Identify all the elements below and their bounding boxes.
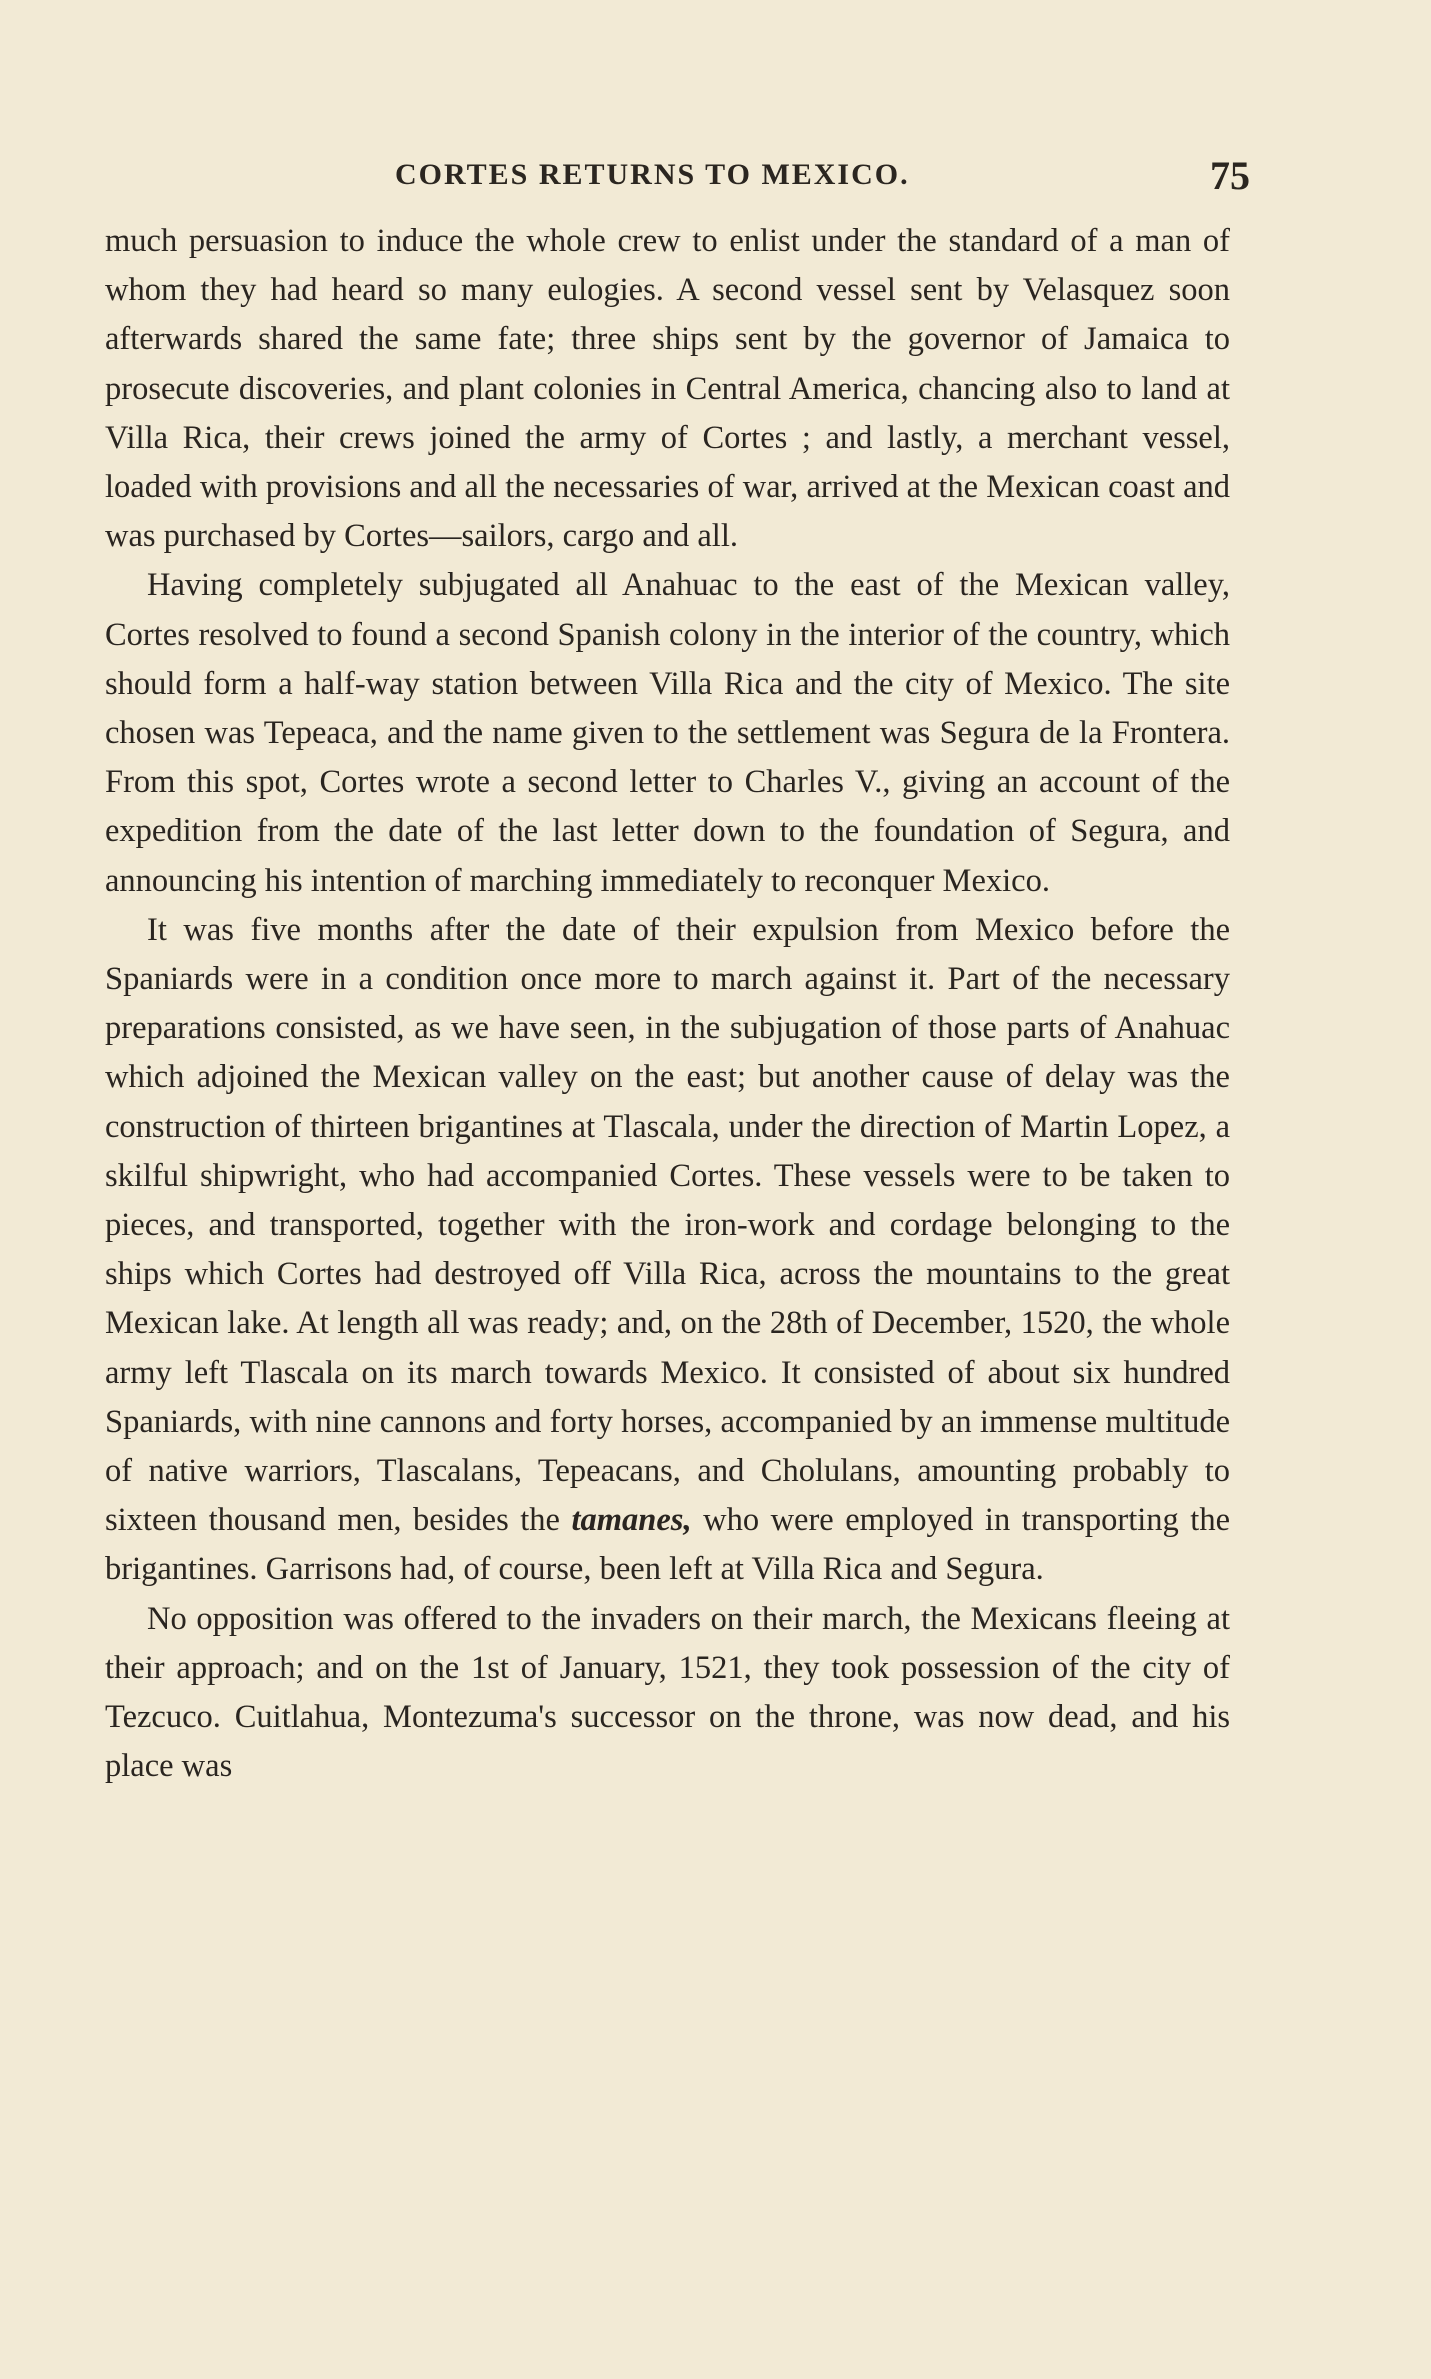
body-text <box>105 217 1230 1792</box>
page-number: 75 <box>1210 153 1250 198</box>
italic-term: tamanes, <box>571 1502 692 1539</box>
paragraph-3-text-after: who were employed in transporting the brigantines. Garrisons had, of course, been left at Villa Rica and Segura. <box>105 1502 1231 1588</box>
paragraph-3 <box>105 906 1230 1595</box>
running-head: CORTES RETURNS TO MEXICO. <box>395 158 910 191</box>
paragraph-2: Having completely subjugated all Anahuac to the east of the Mexican valley, Cortes resolved to found a second Spanish colony in the interior of the country, which should form a half-way station between Villa Rica and the city of Mexico. The site chosen was Tepeaca, and the name given to the settlement was Segura de la Frontera. From this spot, Cortes wrote a second letter to Charles V., giving an account of the expedition from the date of the last letter down to the foundation of Segura, and announcing his intention of marching immediately to reconquer Mexico. <box>105 567 1230 899</box>
paragraph-1: much persuasion to induce the whole crew to enlist under the standard of a man of whom they had heard so many eulogies. A second vessel sent by Velasquez soon afterwards shared the same fate; three ships sent by the governor of Jamaica to prosecute discoveries, and plant colonies in Central America, chancing also to land at Villa Rica, their crews joined the army of Cortes ; and lastly, a merchant vessel, loaded with provisions and all the necessaries of war, arrived at the Mexican coast and was purchased by Cortes—sailors, cargo and all. <box>105 223 1230 555</box>
paragraph-4: No opposition was offered to the invaders on their march, the Mexicans fleeing at their approach; and on the 1st of January, 1521, they took possession of the city of Tezcuco. Cuitlahua, Montezuma's successor on the throne, was now dead, and his place was <box>105 1600 1230 1785</box>
paragraph-3-text: It was five months after the date of their expulsion from Mexico before the Spaniards were in a condition once more to march against it. Part of the necessary preparations consisted, as we have seen, in the subjugation of those parts of Anahuac which adjoined the Mexican valley on the east; but another cause of delay was the construction of thirteen brigantines at Tlascala, under the direction of Martin Lopez, a skilful shipwright, who had accompanied Cortes. These vessels were to be taken to pieces, and transported, together with the iron-work and cordage belonging to the ships which Cortes had destroyed off Villa Rica, across the mountains to the great Mexican lake. At length all was ready; and, on the 28th of December, 1520, the whole army left Tlascala on its march towards Mexico. It consisted of about six hundred Spaniards, with nine cannons and forty horses, accompanied by an immense multitude of native warriors, Tlascalans, Tepeacans, and Cholulans, amounting probably to sixteen thousand men, besides the <box>105 911 1230 1539</box>
page-header <box>105 152 1250 202</box>
